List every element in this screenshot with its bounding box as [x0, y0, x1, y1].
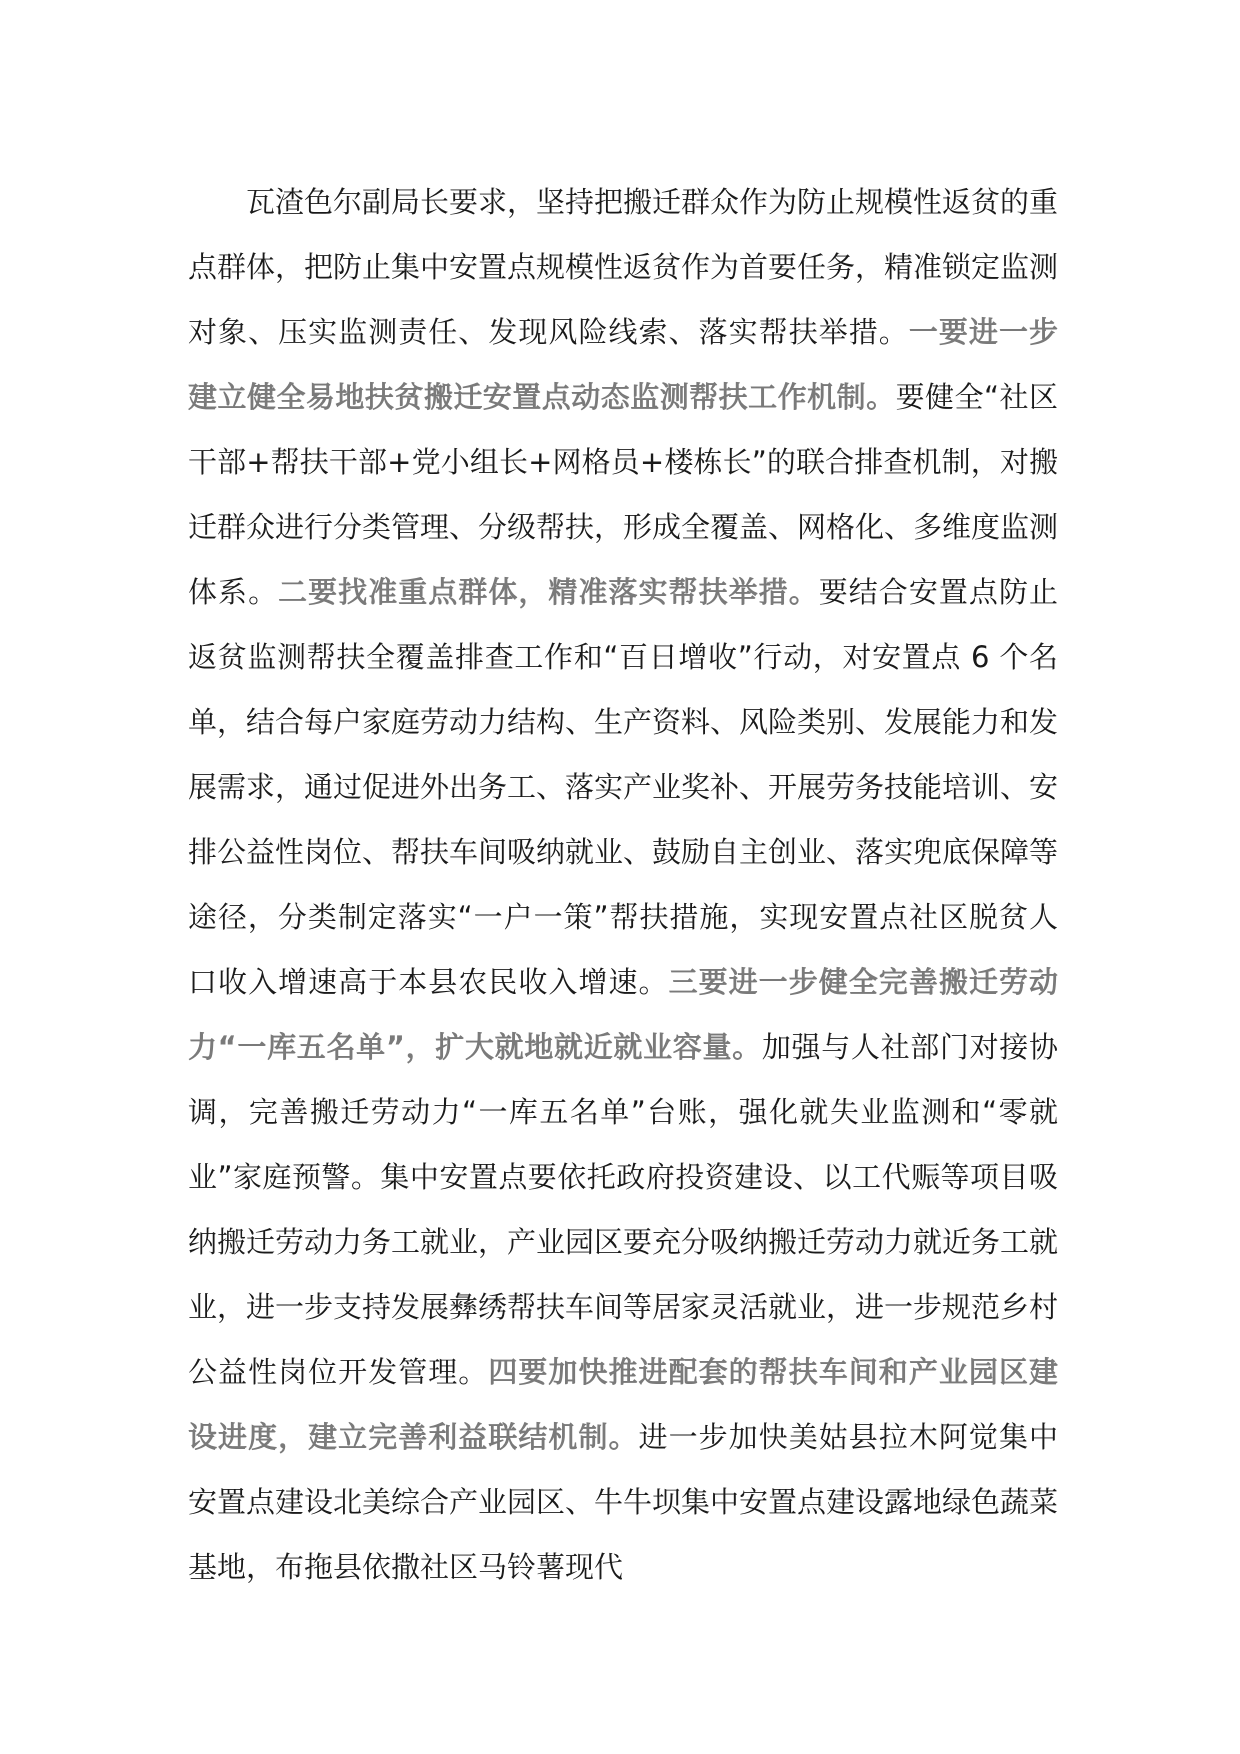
paragraph-segment-5: 进一步加快美姑县拉木阿觉集中安置点建设北美综合产业园区、牛牛坝集中安置点建设露地绿色蔬菜基地，布拖县依撒社区马铃薯现代 — [188, 1420, 1059, 1584]
body-paragraph — [188, 170, 1058, 1600]
heading-point-2: 二要找准重点群体，精准落实帮扶举措。 — [278, 575, 819, 609]
heading-point-3: 三要进一步健全完善搬迁劳动力“一库五名单”，扩大就地就近就业容量。 — [188, 965, 1058, 1064]
paragraph-segment-4: 加强与人社部门对接协调，完善搬迁劳动力“一库五名单”台账，强化就失业监测和“零就业”家庭预警。集中安置点要依托政府投资建设、以工代赈等项目吸纳搬迁劳动力务工就业，产业园区要充分吸纳搬迁劳动力就近务工就业，进一步支持发展彝绣帮扶车间等居家灵活就业，进一步规范乡村公益性岗位开发管理。 — [188, 1030, 1059, 1389]
paragraph-segment-2: 要健全“社区干部+帮扶干部+党小组长+网格员+楼栋长”的联合排查机制，对搬迁群众进行分类管理、分级帮扶，形成全覆盖、网格化、多维度监测体系。 — [188, 380, 1059, 609]
paragraph-segment-3: 要结合安置点防止返贫监测帮扶全覆盖排查工作和“百日增收”行动，对安置点 6 个名单，结合每户家庭劳动力结构、生产资料、风险类别、发展能力和发展需求，通过促进外出务工、落实产业奖补、开展劳务技能培训、安排公益性岗位、帮扶车间吸纳就业、鼓励自主创业、落实兜底保障等途径，分类制定落实“一户一策”帮扶措施，实现安置点社区脱贫人口收入增速高于本县农民收入增速。 — [188, 575, 1059, 999]
paragraph-segment-1: 瓦渣色尔副局长要求，坚持把搬迁群众作为防止规模性返贫的重点群体，把防止集中安置点规模性返贫作为首要任务，精准锁定监测对象、压实监测责任、发现风险线索、落实帮扶举措。 — [188, 185, 1059, 349]
heading-point-4: 四要加快推进配套的帮扶车间和产业园区建设进度，建立完善利益联结机制。 — [188, 1355, 1058, 1454]
heading-point-1: 一要进一步建立健全易地扶贫搬迁安置点动态监测帮扶工作机制。 — [188, 315, 1058, 414]
